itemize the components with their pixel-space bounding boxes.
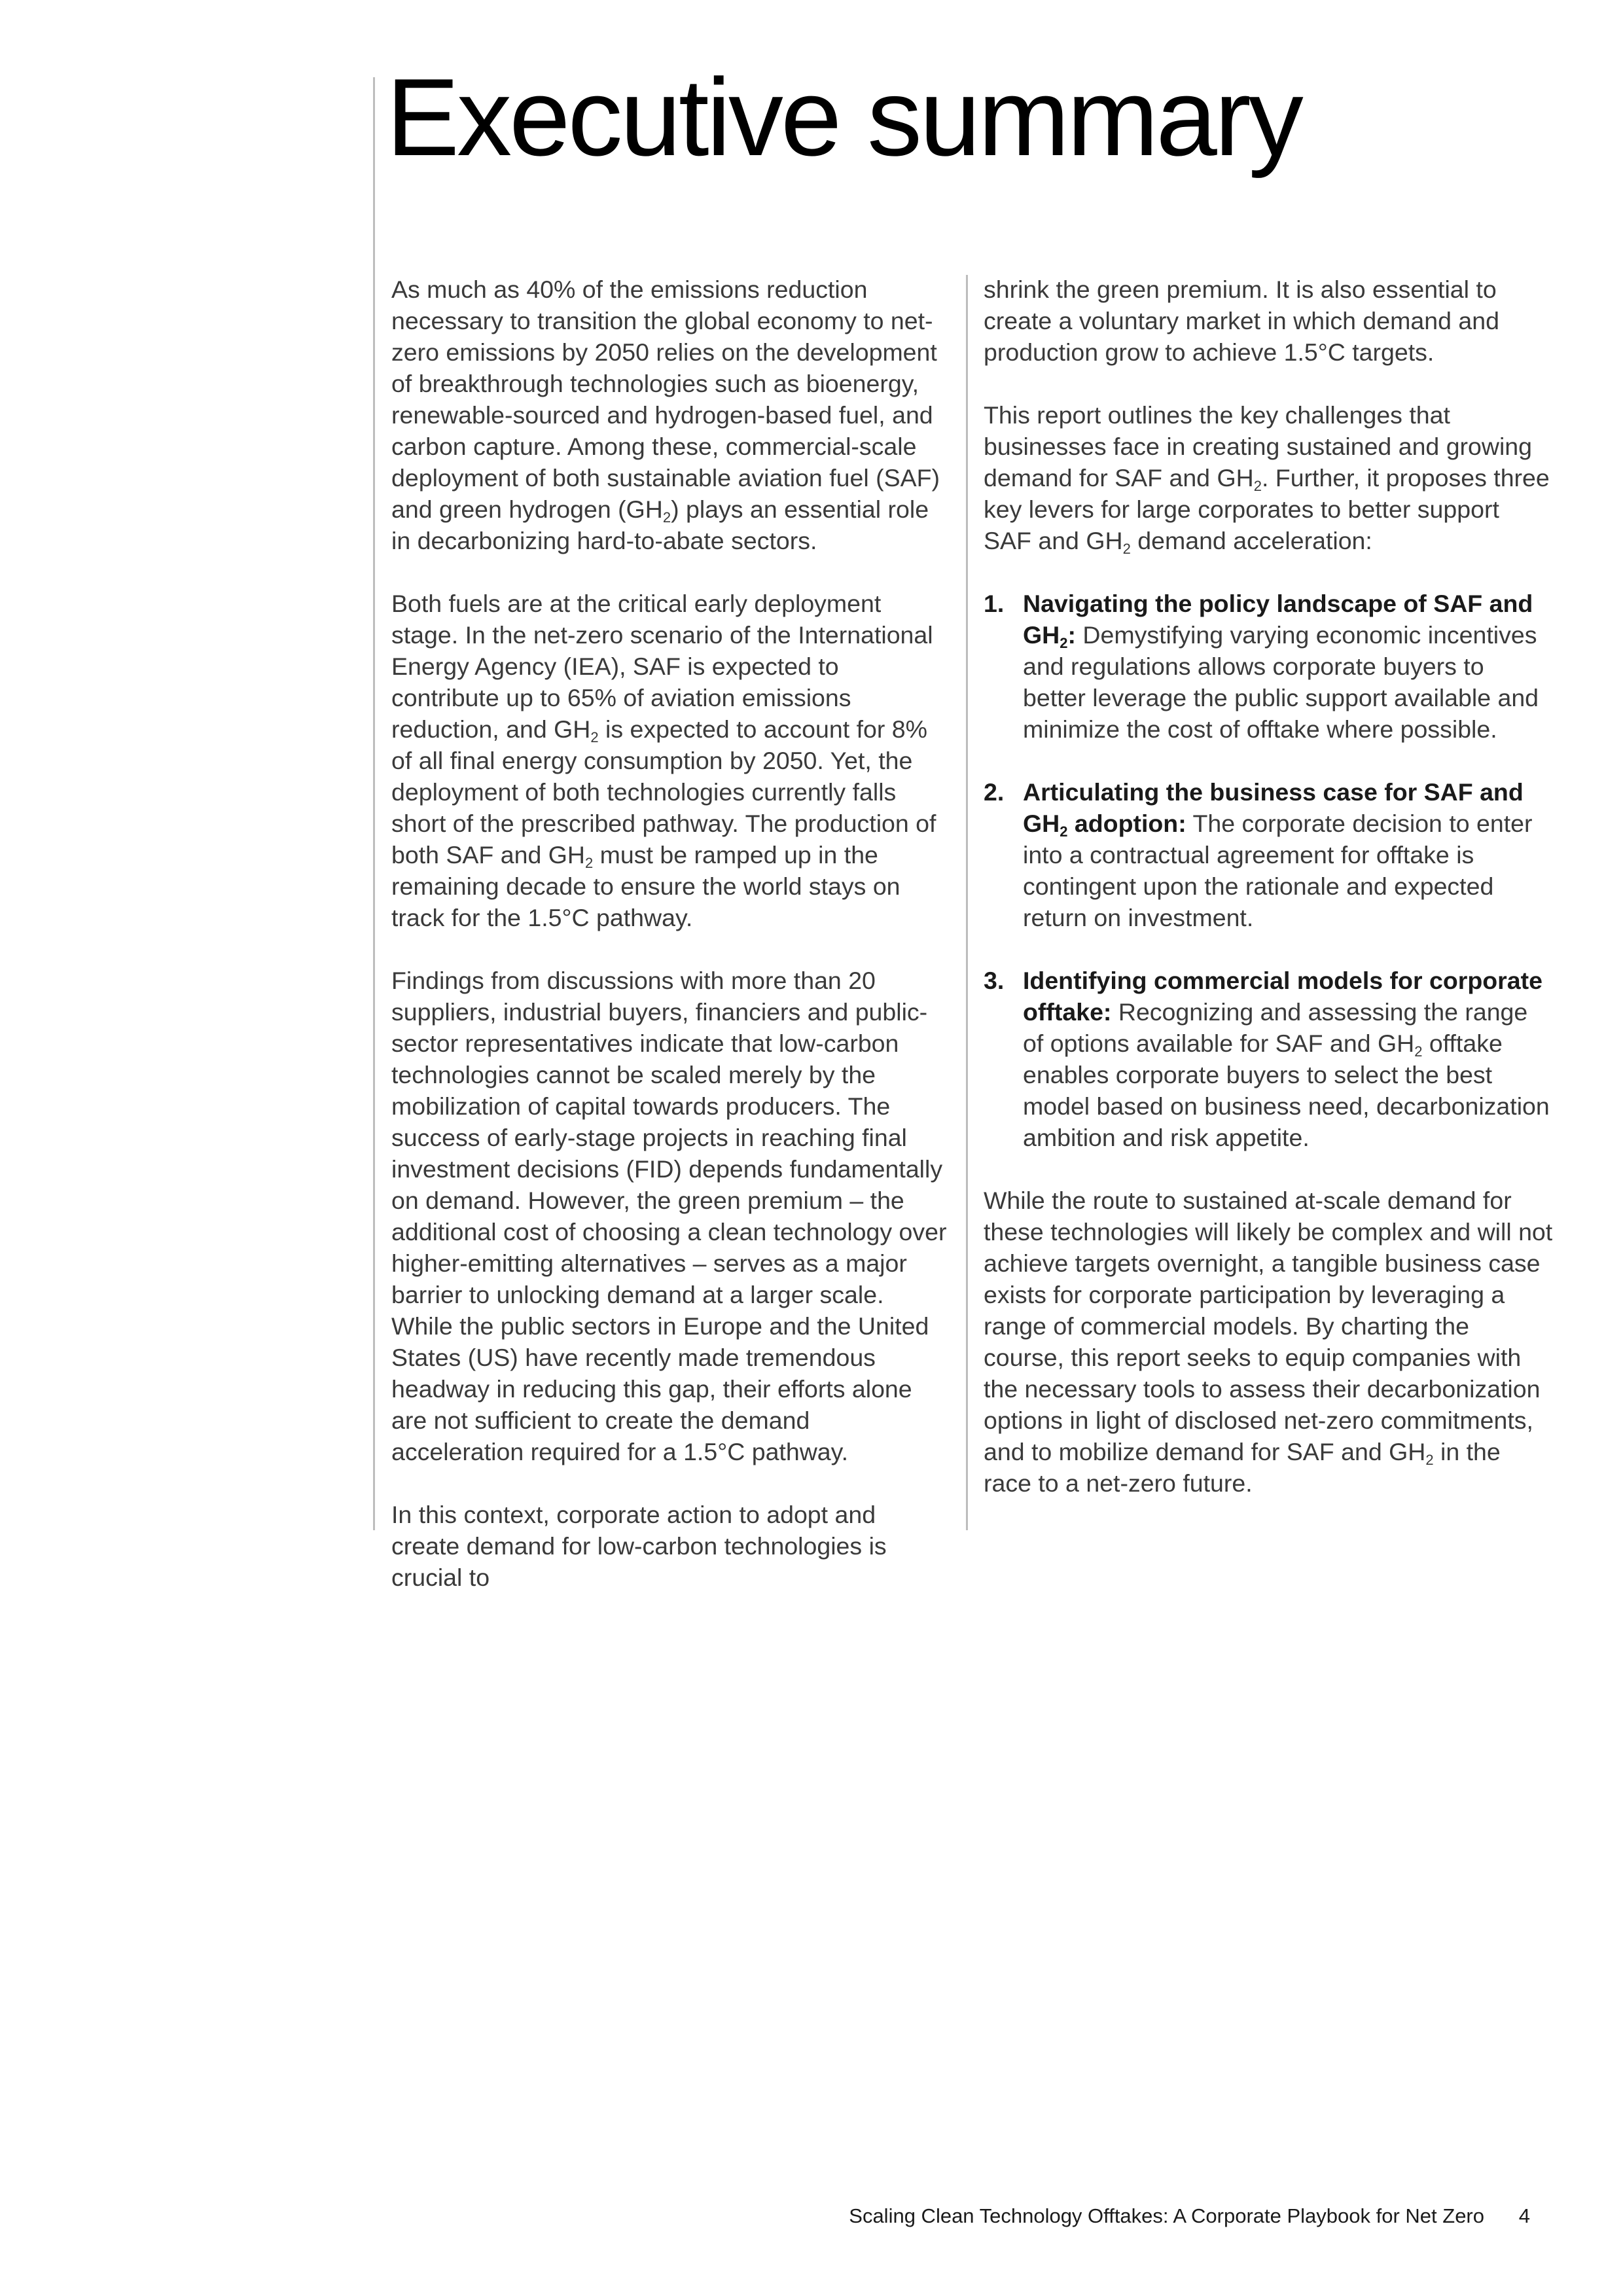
paragraph-findings: Findings from discussions with more than 20 suppliers, industrial buyers, financiers and public-sector representatives indicate that low-carbon technologies cannot be scaled merely by the mobilization of capital towards producers. The success of early-stage projects in reaching final investment decisions (FID) depends fundamentally on demand. However, the green premium – the additional cost of choosing a clean technology over higher-emitting alternatives – serves as a major barrier to unlocking demand at a larger scale. While the public sectors in Europe and the United States (US) have recently made tremendous headway in reducing this gap, their efforts alone are not sufficient to create the demand acceleration required for a 1.5°C pathway. [391, 967, 947, 1465]
list-number: 3. [984, 967, 1005, 994]
list-number: 1. [984, 590, 1005, 617]
paragraph-context: In this context, corporate action to adopt and create demand for low-carbon technologies is crucial to [391, 1501, 887, 1591]
lever-heading: Articulating the business case for SAF and $GH_2$ adoption: [1023, 778, 1524, 840]
left-column [391, 274, 948, 1593]
lever-heading: Identifying commercial models for corporate offtake: [1023, 967, 1543, 1026]
list-item [984, 588, 1553, 745]
list-number: 2. [984, 778, 1005, 806]
list-item [984, 776, 1553, 933]
right-column [984, 274, 1553, 1499]
levers-list [984, 588, 1553, 1153]
paragraph-intro: As much as 40% of the emissions reduction necessary to transition the global economy to net-zero emissions by 2050 relies on the development of breakthrough technologies such as bioenergy, renewable-sourced and hydrogen-based fuel, and carbon capture. Among these, commercial-scale deployment of both sustainable aviation fuel (SAF) and green hydrogen $(GH_2)$ plays an essential role in decarbonizing hard-to-abate sectors. [391, 276, 940, 554]
lever-text: The corporate decision to enter into a contractual agreement for offtake is contingent upon the rationale and expected return on investment. [1023, 810, 1533, 931]
lever-text: Demystifying varying economic incentives and regulations allows corporate buyers to better leverage the public support available and minimize the cost of offtake where possible. [1023, 621, 1539, 743]
list-item [984, 965, 1553, 1153]
column-divider [966, 275, 968, 1530]
paragraph-conclusion: While the route to sustained at-scale demand for these technologies will likely be complex and will not achieve targets overnight, a tangible business case exists for corporate participation by leveraging a range of commercial models. By charting the course, this report seeks to equip companies with the necessary tools to assess their decarbonization options in light of disclosed net-zero commitments, and to mobilize demand for SAF and $GH_2$ in the race to a net-zero future. [984, 1187, 1553, 1497]
paragraph-green-premium: shrink the green premium. It is also essential to create a voluntary market in which demand and production grow to achieve 1.5°C targets. [984, 276, 1499, 366]
paragraph-deployment-stage: Both fuels are at the critical early deployment stage. In the net-zero scenario of the International Energy Agency (IEA), SAF is expected to contribute up to 65% of aviation emissions reduction, and $GH_2$ is expected to account for 8% of all final energy consumption by 2050. Yet, the deployment of both technologies currently falls short of the prescribed pathway. The production of both SAF and $GH_2$ must be ramped up in the remaining decade to ensure the world stays on track for the 1.5°C pathway. [391, 590, 936, 931]
lever-heading: Navigating the policy landscape of SAF and $GH_2$: [1023, 590, 1533, 651]
paragraph-report-outline: This report outlines the key challenges that businesses face in creating sustained and growing demand for SAF and $GH_2$. Further, it proposes three key levers for large corporates to better support SAF and $GH_2$ demand acceleration: [984, 401, 1550, 557]
page-number: 4 [1518, 2204, 1530, 2227]
page-title: Executive summary [386, 56, 1301, 179]
title-vertical-rule [373, 77, 375, 1530]
footer-report-title: Scaling Clean Technology Offtakes: A Corporate Playbook for Net Zero [849, 2204, 1484, 2227]
page-footer [0, 2204, 1623, 2231]
lever-text: Recognizing and assessing the range of options available for SAF and $GH_2$ offtake enables corporate buyers to select the best model based on business need, decarbonization ambition and risk appetite. [1023, 998, 1550, 1151]
